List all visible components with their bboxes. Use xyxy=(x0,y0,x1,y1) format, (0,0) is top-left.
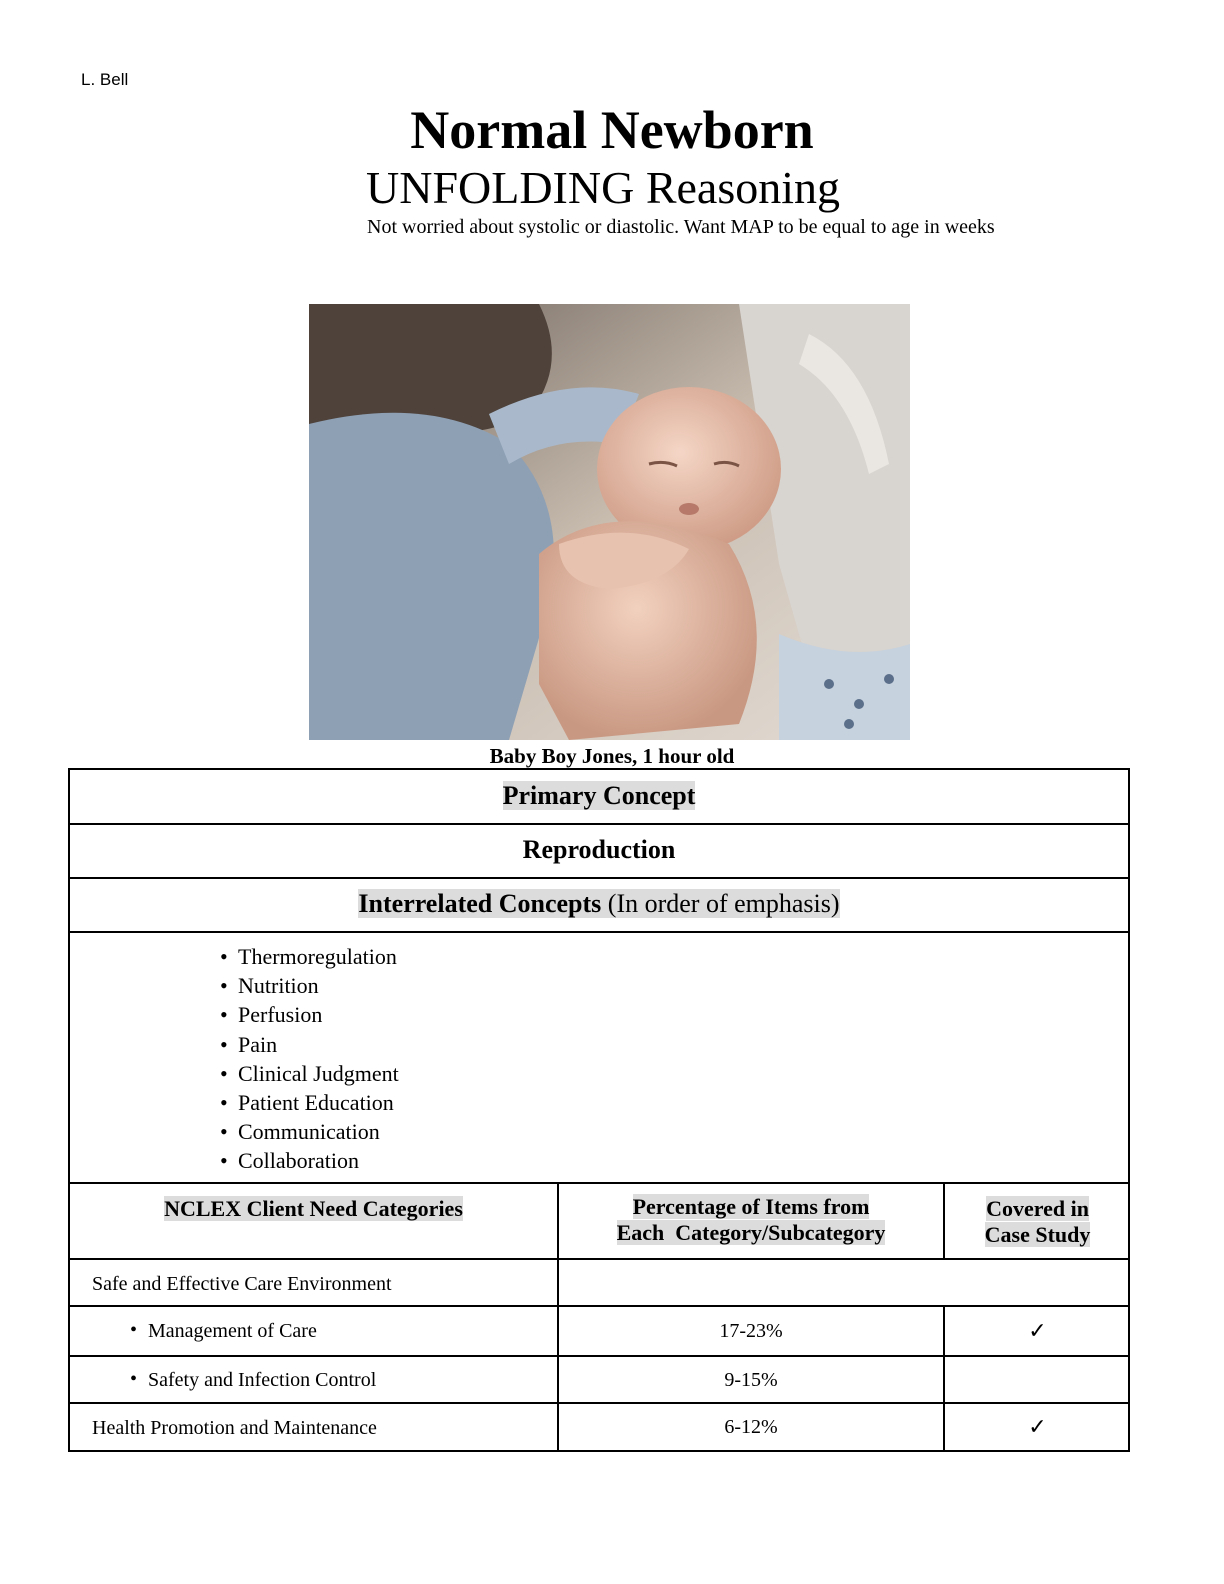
primary-concept-value-cell xyxy=(70,834,1128,866)
list-item: • Thermoregulation xyxy=(238,942,399,971)
percentage-header-line2: Each Category/Subcategory xyxy=(616,1220,886,1245)
list-item: • Nutrition xyxy=(238,971,399,1000)
list-item: • Collaboration xyxy=(238,1146,399,1175)
primary-concept-label: Primary Concept xyxy=(502,781,696,810)
table-divider xyxy=(70,1355,1128,1357)
bullet-dot: • xyxy=(130,1319,138,1341)
table-divider xyxy=(70,823,1128,825)
bullet-dot: • xyxy=(130,1368,138,1390)
author-name: L. Bell xyxy=(81,70,129,89)
list-item: • Perfusion xyxy=(238,1000,399,1029)
table-row-category: Health Promotion and Maintenance xyxy=(92,1417,377,1439)
covered-header-line2: Case Study xyxy=(984,1222,1091,1247)
table-row-category: Safety and Infection Control xyxy=(148,1369,377,1391)
interrelated-concepts-cell xyxy=(70,888,1128,920)
table-row-category: Safe and Effective Care Environment xyxy=(92,1273,392,1295)
list-item: • Pain xyxy=(238,1030,399,1059)
nclex-header-percentage xyxy=(559,1194,943,1246)
table-row-percent: 9-15% xyxy=(724,1369,778,1391)
page-title: Normal Newborn xyxy=(410,100,814,160)
interrelated-concepts-list xyxy=(238,942,399,1176)
list-item: • Patient Education xyxy=(238,1088,399,1117)
table-divider xyxy=(70,1182,1128,1184)
table-divider xyxy=(70,877,1128,879)
interrelated-concepts-label: Interrelated Concepts xyxy=(358,889,602,918)
primary-concept-cell xyxy=(70,780,1128,812)
interrelated-concepts-note: (In order of emphasis) xyxy=(607,889,840,918)
list-item: • Clinical Judgment xyxy=(238,1059,399,1088)
covered-header-line1: Covered in xyxy=(986,1196,1089,1221)
photo-caption: Baby Boy Jones, 1 hour old xyxy=(489,744,735,768)
list-item: • Communication xyxy=(238,1117,399,1146)
checkmark-icon: ✓ xyxy=(1028,1319,1047,1344)
page-subtitle: UNFOLDING Reasoning xyxy=(366,162,841,213)
newborn-photo xyxy=(309,304,910,740)
newborn-photo-illustration xyxy=(309,304,910,740)
concepts-and-nclex-table xyxy=(68,768,1130,1452)
nclex-header-categories: NCLEX Client Need Categories xyxy=(164,1196,463,1221)
map-note: Not worried about systolic or diastolic. Want MAP to be equal to age in weeks xyxy=(367,216,995,238)
percentage-header-line1: Percentage of Items from xyxy=(632,1194,870,1219)
nclex-header-covered xyxy=(945,1196,1130,1248)
table-row-category: Management of Care xyxy=(148,1320,317,1342)
table-divider xyxy=(70,931,1128,933)
table-divider xyxy=(70,1258,1128,1260)
table-divider xyxy=(70,1402,1128,1404)
table-row-percent: 6-12% xyxy=(724,1416,778,1438)
table-divider xyxy=(70,1305,1128,1307)
primary-concept-value: Reproduction xyxy=(522,835,676,864)
table-row-percent: 17-23% xyxy=(719,1320,783,1342)
checkmark-icon: ✓ xyxy=(1028,1415,1047,1440)
